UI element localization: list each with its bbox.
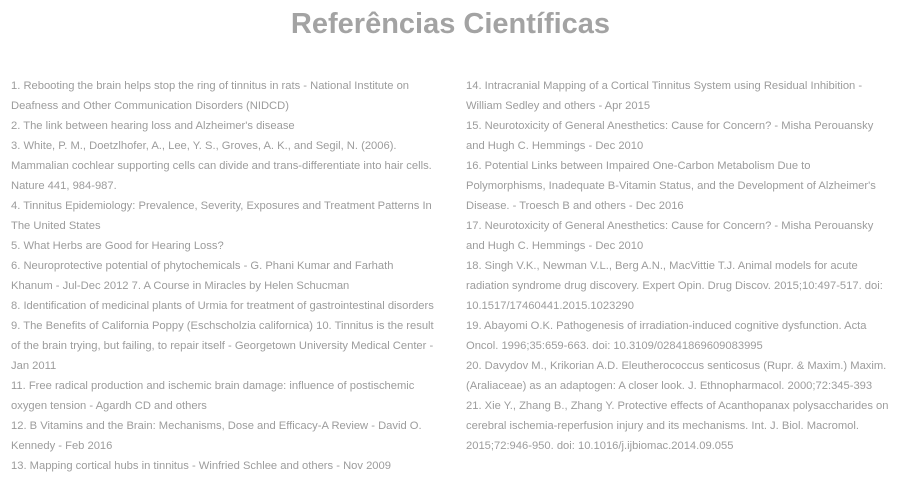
reference-item: 20. Davydov M., Krikorian A.D. Eleutherococcus senticosus (Rupr. & Maxim.) Maxim. (Araliaceae) as an adaptogen: A closer look. J. Ethnopharmacol. 2000;72:345-393 [466,360,887,392]
reference-item: 15. Neurotoxicity of General Anesthetics: Cause for Concern? - Misha Perouansky and Hugh C. Hemmings - Dec 2010 [466,120,874,152]
reference-item: 16. Potential Links between Impaired One-Carbon Metabolism Due to Polymorphisms, Inadequate B-Vitamin Status, and the Development of Alzheimer's Disease. - Troesch B and others - Dec 2016 [466,160,876,212]
reference-item: 21. Xie Y., Zhang B., Zhang Y. Protective effects of Acanthopanax polysaccharides on cerebral ischemia-reperfusion injury and its mechanisms. Int. J. Biol. Macromol. 2015;72:946-950. doi: 10.1016/j.ijbiomac.2014.09.055 [466,400,889,452]
page-title: Referências Científicas [290,8,611,40]
reference-item: 11. Free radical production and ischemic brain damage: influence of postischemic oxygen tension - Agardh CD and others [11,380,415,412]
reference-item: 14. Intracranial Mapping of a Cortical Tinnitus System using Residual Inhibition - William Sedley and others - Apr 2015 [466,80,863,112]
reference-item: 8. Identification of medicinal plants of Urmia for treatment of gastrointestinal disorders [11,300,434,312]
reference-item: 12. B Vitamins and the Brain: Mechanisms, Dose and Efficacy-A Review - David O. Kennedy - Feb 2016 [11,420,422,452]
reference-item: 19. Abayomi O.K. Pathogenesis of irradiation-induced cognitive dysfunction. Acta Oncol. 1996;35:659-663. doi: 10.3109/02841869609083995 [466,320,867,352]
reference-item: 1. Rebooting the brain helps stop the ring of tinnitus in rats - National Institute on Deafness and Other Communication Disorders (NIDCD) [11,80,410,112]
references-column-left [11,76,436,476]
reference-item: 4. Tinnitus Epidemiology: Prevalence, Severity, Exposures and Treatment Patterns In The United States [11,200,432,232]
reference-item: 9. The Benefits of California Poppy (Eschscholzia californica) 10. Tinnitus is the result of the brain trying, but failing, to repair itself - Georgetown University Medical Center - Jan 2011 [11,320,434,372]
reference-item: 2. The link between hearing loss and Alzheimer's disease [11,120,295,132]
reference-item: 5. What Herbs are Good for Hearing Loss? [11,240,224,252]
reference-item: 6. Neuroprotective potential of phytochemicals - G. Phani Kumar and Farhath Khanum - Jul-Dec 2012 7. A Course in Miracles by Helen Schucman [11,260,394,292]
reference-item: 13. Mapping cortical hubs in tinnitus - Winfried Schlee and others - Nov 2009 [11,460,391,472]
reference-item: 18. Singh V.K., Newman V.L., Berg A.N., MacVittie T.J. Animal models for acute radiation syndrome drug discovery. Expert Opin. Drug Discov. 2015;10:497-517. doi: 10.1517/17460441.2015.1023290 [466,260,883,312]
reference-item: 3. White, P. M., Doetzlhofer, A., Lee, Y. S., Groves, A. K., and Segil, N. (2006). Mammalian cochlear supporting cells can divide and trans-differentiate into hair cells. Nature 441, 984-987. [11,140,432,192]
reference-item: 17. Neurotoxicity of General Anesthetics: Cause for Concern? - Misha Perouansky and Hugh C. Hemmings - Dec 2010 [466,220,874,252]
references-column-right [466,76,891,456]
